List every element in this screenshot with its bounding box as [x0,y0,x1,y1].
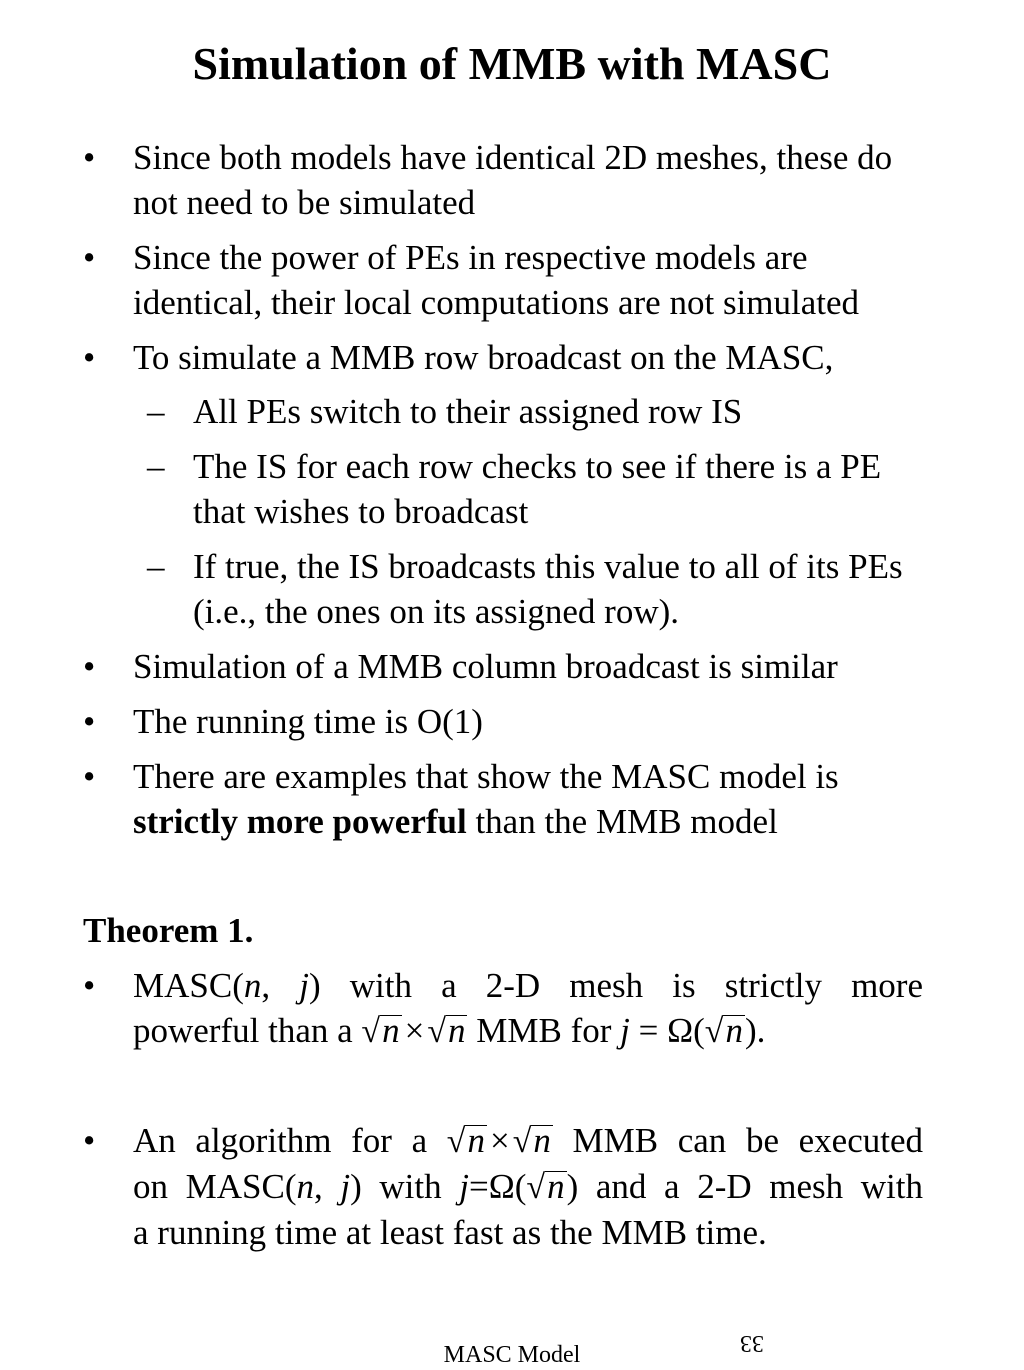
bullet-text: Since both models have identical 2D meshes, these do not need to be simulated [133,138,893,222]
theorem-line: powerful than a √n ×√n MMB for j = Ω(√n). [133,1011,765,1050]
sqrt-n-expression: √n [446,1121,485,1160]
bullet-item [83,235,933,325]
bullet-item [83,644,933,689]
bullet-item [83,135,933,225]
dash-marker: – [147,547,165,586]
bullet-text: There are examples that show the MASC model is [133,757,839,796]
subbullet-item [147,444,933,534]
sqrt-n-expression: √n [427,1011,466,1050]
bullet-text: Simulation of a MMB column broadcast is similar [133,647,838,686]
footer-text: MASC Model [443,1342,581,1368]
theorem-line: MASC(n, j) with a 2-D mesh is strictly more [133,966,923,1005]
theorem-bullet [83,963,923,1054]
slide-title: Simulation of MMB with MASC [192,38,832,89]
bullet-item [83,699,933,744]
bullet-marker: • [83,702,96,741]
subbullet-item [147,389,933,434]
bullet-marker: • [83,338,96,377]
sqrt-n-expression: √n [526,1167,565,1206]
algorithm-line: a running time at least fast as the MMB time. [133,1213,767,1252]
bullet-marker: • [83,1121,96,1160]
dash-marker: – [147,447,165,486]
bullet-item [83,335,933,380]
bullet-marker: • [83,138,96,177]
bullet-marker: • [83,757,96,796]
subbullet-item [147,544,933,634]
bullet-text: Since the power of PEs in respective models are identical, their local computations are not simulated [133,238,860,322]
bullet-item [83,754,933,844]
page-number: 33 [740,1330,764,1356]
sqrt-n-expression: √n [512,1121,551,1160]
sqrt-n-expression: √n [704,1011,743,1050]
bold-phrase: strictly more powerful [133,802,467,841]
algorithm-line: An algorithm for a √n ×√n MMB can be executed [133,1118,923,1164]
subbullet-text: If true, the IS broadcasts this value to all of its PEs (i.e., the ones on its assigned row). [193,547,903,631]
bullet-marker: • [83,647,96,686]
algorithm-line: on MASC(n, j) with j=Ω(√n) and a 2-D mesh with [133,1164,923,1210]
bullet-marker: • [83,238,96,277]
subbullet-text: All PEs switch to their assigned row IS [193,392,743,431]
theorem-heading: Theorem 1. [83,911,254,950]
sqrt-n-expression: √n [361,1011,400,1050]
dash-marker: – [147,392,165,431]
bullet-marker: • [83,966,96,1005]
bullet-text: The running time is O(1) [133,702,483,741]
bullet-text: To simulate a MMB row broadcast on the MASC, [133,338,834,377]
bullet-text: than the MMB model [466,802,778,841]
algorithm-bullet [83,1118,923,1255]
subbullet-text: The IS for each row checks to see if there is a PE that wishes to broadcast [193,447,882,531]
